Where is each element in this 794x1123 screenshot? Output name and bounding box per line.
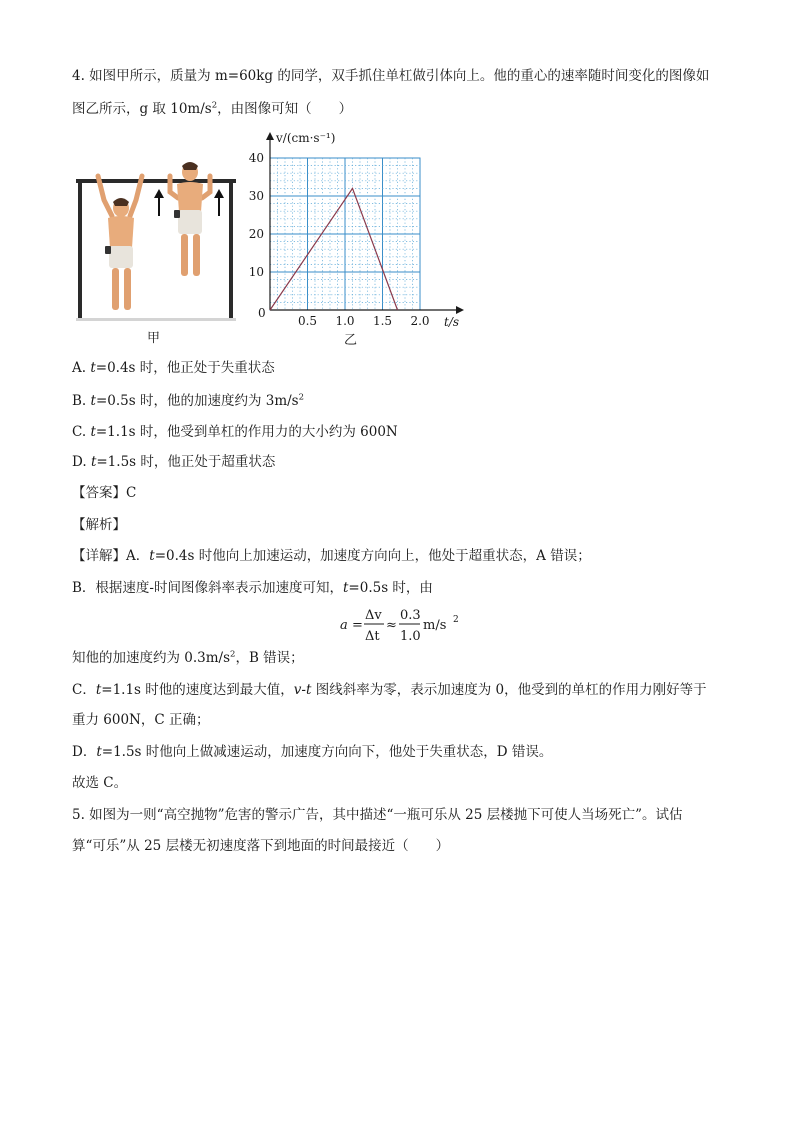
q5-stem-line-2: 算“可乐”从 25 层楼无初速度落下到地面的时间最接近（ ） (72, 838, 450, 854)
option-c-text: =1.1s 时，他受到单杠的作用力的大小约为 600N (95, 424, 398, 440)
pullup-illustration (76, 162, 236, 321)
option-a (72, 358, 275, 378)
x-tick-label: 2.0 (410, 314, 430, 328)
analysis-b-conclusion-sup: 2 (230, 649, 236, 660)
analysis-b-var: t (342, 580, 349, 596)
option-a-prefix: A. (72, 360, 91, 376)
analysis-d-head: D． (72, 744, 97, 760)
acceleration-formula (338, 602, 468, 646)
y-tick-label: 20 (248, 227, 264, 241)
q4-stem-line-2-a: 图乙所示，g 取 10m/s (72, 101, 212, 117)
option-b-sup: 2 (298, 392, 305, 403)
origin-label: 0 (258, 306, 266, 320)
chart-series (270, 188, 398, 310)
option-b-var: t (90, 393, 96, 409)
analysis-label: 【解析】 (72, 517, 126, 533)
option-c-var: t (90, 424, 96, 440)
ground-line (76, 318, 236, 321)
formula-svg (338, 602, 468, 646)
analysis-c-head: C． (72, 682, 96, 698)
answer-value: C (126, 485, 137, 501)
q5-stem-line-1: 5. 如图为一则“高空抛物”危害的警示广告，其中描述“一瓶可乐从 25 层楼抛下可使人当场死亡”。试估 (72, 807, 683, 823)
x-tick-label: 1.0 (335, 314, 355, 328)
analysis-a-head: A． (126, 548, 150, 564)
analysis-b-head: B．根据速度-时间图像斜率表示加速度可知， (72, 580, 343, 596)
analysis-a (72, 546, 591, 566)
option-b (72, 391, 304, 411)
formula-den1: Δt (365, 629, 380, 644)
analysis-conclusion: 故选 C。 (72, 775, 128, 791)
analysis-b-conclusion (72, 648, 304, 668)
option-d-text: =1.5s 时，他正处于超重状态 (96, 454, 276, 470)
analysis-c (72, 680, 707, 700)
formula-den2: 1.0 (400, 629, 421, 644)
q4-stem-sup: 2 (211, 100, 218, 111)
q4-stem-line-2-b: ，由图像可知（ ） (217, 101, 353, 117)
formula-lhs: a (340, 618, 348, 633)
caption-yi: 乙 (344, 333, 358, 348)
formula-num1: Δv (365, 608, 382, 623)
option-d (72, 452, 275, 472)
q4-figure-svg (72, 128, 472, 350)
series-line (270, 188, 398, 310)
left-post (78, 181, 82, 320)
option-d-prefix: D. (72, 454, 91, 470)
q4-figure (72, 128, 472, 350)
x-tick-label: 0.5 (297, 314, 318, 328)
answer-line (72, 483, 136, 503)
option-a-text: =0.4s 时，他正处于失重状态 (95, 360, 275, 376)
y-axis-arrow-icon (266, 132, 274, 140)
analysis-a-text: =0.4s 时他向上加速运动，加速度方向向上，他处于超重状态，A 错误； (154, 548, 591, 564)
option-a-var: t (90, 360, 96, 376)
right-post (229, 181, 233, 320)
analysis-d-var: t (96, 744, 102, 760)
formula-num2: 0.3 (400, 608, 421, 623)
formula-unit: m/s (423, 618, 447, 633)
vt-chart (249, 131, 464, 329)
x-axis-arrow-icon (456, 306, 464, 314)
option-c (72, 422, 398, 442)
formula-unit-sup: 2 (453, 615, 459, 625)
analysis-b (72, 578, 433, 598)
analysis-c-text2: 图线斜率为零，表示加速度为 0，他受到的单杠的作用力刚好等于 (311, 682, 707, 698)
analysis-a-var: t (149, 548, 155, 564)
person-hanging (98, 176, 142, 310)
analysis-d-text: =1.5s 时他向上做减速运动，加速度方向向下，他处于失重状态，D 错误。 (101, 744, 553, 760)
formula-approx: ≈ (386, 618, 397, 633)
y-tick-label: 30 (248, 189, 264, 203)
y-tick-label: 10 (248, 265, 264, 279)
analysis-c-text: =1.1s 时他的速度达到最大值， (101, 682, 294, 698)
x-axis-label: t/s (444, 315, 460, 329)
option-b-text: =0.5s 时，他的加速度约为 3m/s (95, 393, 299, 409)
analysis-c-var: t (95, 682, 102, 698)
option-b-prefix: B. (72, 393, 91, 409)
x-tick-label: 1.5 (372, 314, 393, 328)
formula-eq: = (352, 618, 363, 633)
q4-stem-line-1: 4. 如图甲所示，质量为 m=60kg 的同学，双手抓住单杠做引体向上。他的重心的速率随时间变化的图像如 (72, 68, 710, 84)
answer-label: 【答案】 (72, 485, 126, 501)
analysis-c-line2: 重力 600N，C 正确； (72, 712, 210, 728)
analysis-b-text: =0.5s 时，由 (348, 580, 433, 596)
q4-stem-line-2 (72, 99, 352, 119)
y-axis-label: v/(cm·s⁻¹) (276, 131, 336, 145)
detail-label: 【详解】 (72, 548, 126, 564)
analysis-d (72, 742, 552, 762)
option-d-var: t (90, 454, 97, 470)
y-tick-label: 40 (248, 151, 264, 165)
analysis-b-conclusion-text: 知他的加速度约为 0.3m/s (72, 650, 231, 666)
analysis-c-vt: v-t (293, 682, 312, 698)
caption-jia: 甲 (147, 331, 161, 346)
chart-grid (270, 158, 420, 310)
analysis-b-conclusion-end: ，B 错误； (235, 650, 304, 666)
option-c-prefix: C. (72, 424, 91, 440)
